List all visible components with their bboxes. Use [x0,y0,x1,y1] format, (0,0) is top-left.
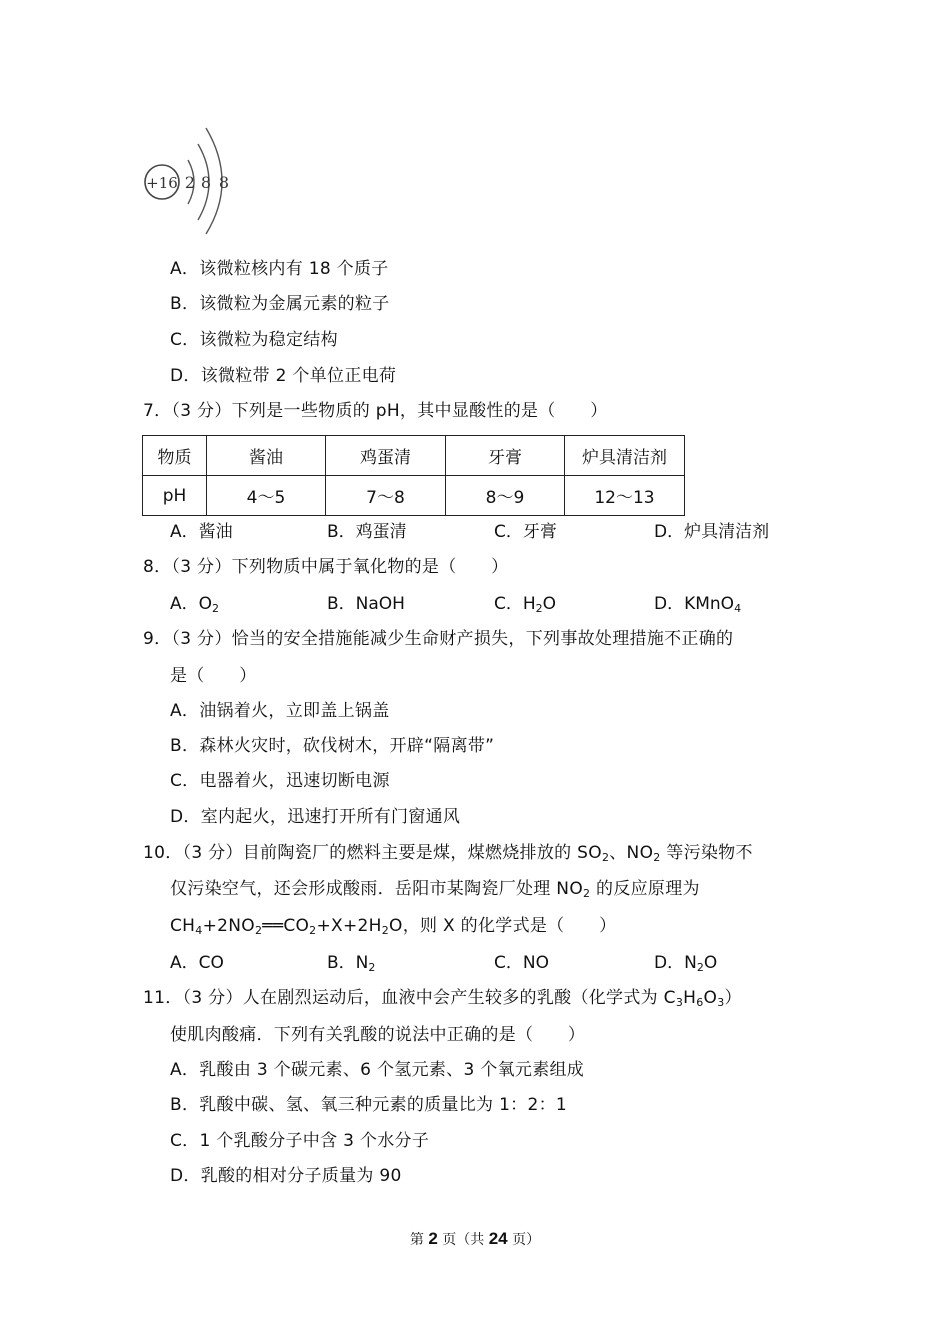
q11-text: 11．（3 分）人在剧烈运动后，血液中会产生较多的乳酸（化学式为 C [143,988,676,1008]
q7-option-d: D．炉具清洁剂 [654,522,770,542]
table-header-cell: 牙膏 [446,436,565,476]
q11-text: O [703,988,718,1008]
q8-option-c [494,593,556,615]
q8-option-d [654,593,741,615]
table-cell: pH [143,476,207,516]
table-header-cell: 酱油 [207,436,326,476]
subscript: 4 [734,602,742,615]
eq-part: CH [170,916,196,936]
q11-option-a: A．乳酸由 3 个碳元素、6 个氢元素、3 个氧元素组成 [170,1060,585,1080]
table-row [143,436,685,476]
subscript: 6 [696,996,704,1009]
q10-equation [170,915,616,937]
q9-stem-line1: 9．（3 分）恰当的安全措施能减少生命财产损失，下列事故处理措施不正确的 [143,629,734,649]
table-header-cell: 物质 [143,436,207,476]
table-cell: 8～9 [446,476,565,516]
subscript: 2 [696,961,704,974]
q6-option-c: C．该微粒为稳定结构 [170,330,338,350]
subscript: 3 [675,996,684,1009]
q11-stem-line1 [143,987,742,1009]
subscript: 2 [601,851,610,864]
subscript: 2 [583,887,591,900]
ph-table [142,435,685,516]
q8-stem: 8．（3 分）下列物质中属于氧化物的是（ ） [143,557,509,577]
q11-text: H [683,988,697,1008]
q10-option-b [327,952,375,974]
option-text: B．NaOH [327,594,405,614]
table-row [143,476,685,516]
q11-text: ） [724,988,742,1008]
nucleus-charge: +16 [146,174,178,192]
q10-option-c [494,952,549,974]
option-text: D．N [654,953,697,973]
option-text: B．N [327,953,369,973]
option-text: C．H [494,594,536,614]
q10-text: 的反应原理为 [590,879,700,899]
q7-stem: 7．（3 分）下列是一些物质的 pH，其中显酸性的是（ ） [143,401,608,421]
table-cell: 12～13 [565,476,685,516]
footer-text: 页（共 [437,1232,489,1248]
subscript: 2 [309,924,317,937]
total-pages: 24 [488,1229,508,1248]
atom-structure-diagram [140,122,240,237]
q10-text: 、NO [609,843,654,863]
q7-option-c: C．牙膏 [494,522,557,542]
subscript: 2 [381,924,390,937]
q9-option-a: A．油锅着火，立即盖上锅盖 [170,701,390,721]
eq-part: ══CO [262,916,310,936]
q10-stem-line1 [143,842,753,864]
option-text: O [542,594,557,614]
q10-stem-line2 [170,878,700,900]
option-text: A．CO [170,953,224,973]
table-header-cell: 鸡蛋清 [326,436,446,476]
q11-option-d: D．乳酸的相对分子质量为 90 [170,1166,402,1186]
q9-stem-line2: 是（ ） [170,666,257,686]
subscript: 2 [212,602,220,615]
eq-part: O，则 X 的化学式是（ ） [389,916,617,936]
q9-option-b: B．森林火灾时，砍伐树木，开辟“隔离带” [170,736,495,756]
q9-option-c: C．电器着火，迅速切断电源 [170,771,390,791]
footer-text: 页） [507,1232,541,1248]
shell-2-electrons: 8 [200,173,212,192]
q11-stem-line2: 使肌肉酸痛．下列有关乳酸的说法中正确的是（ ） [170,1025,586,1045]
subscript: 2 [254,924,263,937]
option-text: A．O [170,594,213,614]
option-text: O [703,953,718,973]
q6-option-b: B．该微粒为金属元素的粒子 [170,294,390,314]
page-number: 2 [428,1229,438,1248]
subscript: 3 [717,996,725,1009]
q11-option-c: C．1 个乳酸分子中含 3 个水分子 [170,1131,430,1151]
q10-text: 仅污染空气，还会形成酸雨．岳阳市某陶瓷厂处理 NO [170,879,584,899]
q8-option-b [327,593,405,615]
eq-part: +2NO [202,916,255,936]
shell-3-electrons: 8 [218,173,230,192]
option-text: D．KMnO [654,594,735,614]
subscript: 2 [535,602,543,615]
q7-option-a: A．酱油 [170,522,233,542]
shell-1-electrons: 2 [184,173,196,192]
subscript: 2 [368,961,376,974]
q10-option-d [654,952,717,974]
table-cell: 7～8 [326,476,446,516]
q7-option-b: B．鸡蛋清 [327,522,407,542]
eq-part: +X+2H [316,916,382,936]
q6-option-d: D．该微粒带 2 个单位正电荷 [170,366,397,386]
table-header-cell: 炉具清洁剂 [565,436,685,476]
q8-option-a [170,593,219,615]
subscript: 2 [653,851,661,864]
footer-text: 第 [409,1232,429,1248]
q10-text: 10．（3 分）目前陶瓷厂的燃料主要是煤，煤燃烧排放的 SO [143,843,602,863]
option-text: C．NO [494,953,549,973]
q9-option-d: D．室内起火，迅速打开所有门窗通风 [170,807,461,827]
q11-option-b: B．乳酸中碳、氢、氧三种元素的质量比为 1：2：1 [170,1095,568,1115]
page-footer [0,1229,950,1249]
table-cell: 4～5 [207,476,326,516]
subscript: 4 [195,924,203,937]
q10-option-a [170,952,224,974]
q6-option-a: A．该微粒核内有 18 个质子 [170,259,389,279]
q10-text: 等污染物不 [660,843,753,863]
